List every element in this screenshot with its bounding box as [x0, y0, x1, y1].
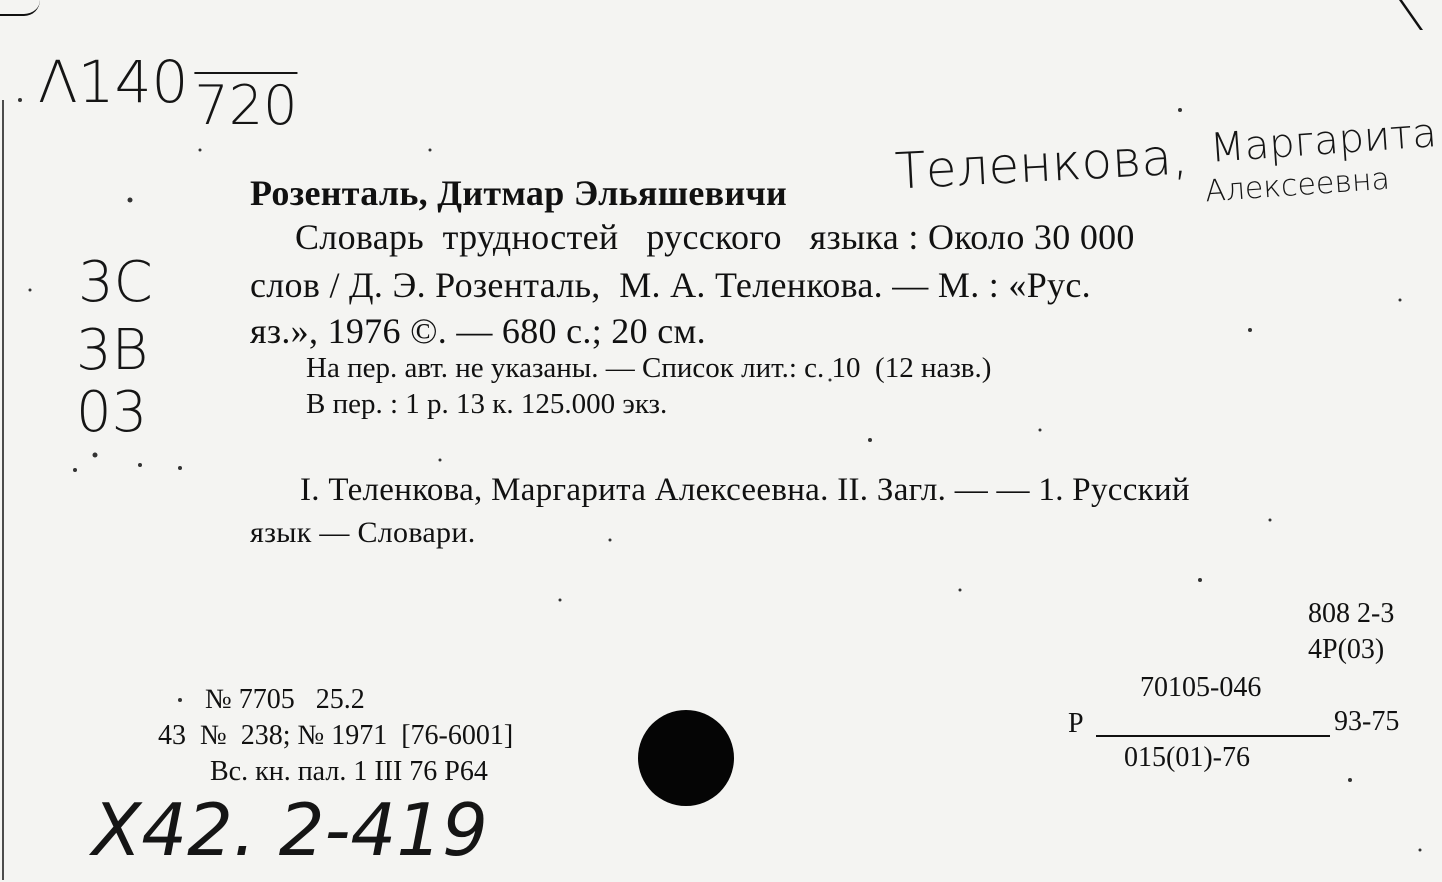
- tracing-line-2: язык — Словари.: [250, 516, 476, 549]
- handwritten-call-number: Х42. 2-419: [92, 788, 488, 872]
- registry-line-3: Вс. кн. пал. 1 III 76 Р64: [210, 756, 488, 787]
- code-suffix: 93-75: [1334, 706, 1400, 737]
- registry-line-2: 43 № 238; № 1971 [76-6001]: [158, 720, 514, 751]
- title-line-3: яз.», 1976 ©. — 680 с.; 20 см.: [250, 311, 706, 351]
- margin-code-3: 03: [76, 380, 148, 445]
- note-line-1: На пер. авт. не указаны. — Список лит.: с. 10 (12 назв.): [306, 352, 992, 384]
- registry-line-1: № 7705 25.2: [205, 684, 365, 715]
- code-numerator: 70105-046: [1140, 672, 1262, 703]
- margin-code-1: 3C: [78, 250, 153, 315]
- margin-code-2: 3B: [76, 318, 149, 383]
- tracing-line-1: I. Теленкова, Маргарита Алексеевна. II. Загл. — — 1. Русский: [300, 472, 1190, 508]
- fraction-rule: [1096, 735, 1330, 737]
- handwritten-coauthor-patronymic: Алексеевна: [1204, 161, 1391, 210]
- author-heading: Розенталь, Дитмар Эльяшевичи: [250, 173, 788, 213]
- code-denominator: 015(01)-76: [1124, 742, 1250, 773]
- handwritten-coauthor-given: Маргарита: [1208, 110, 1439, 172]
- udc-code-1: 808 2-3: [1308, 598, 1395, 629]
- title-line-1: Словарь трудностей русского языка : Около 30 000: [295, 217, 1135, 257]
- udc-code-2: 4Р(03): [1308, 634, 1385, 665]
- code-prefix: Р: [1068, 708, 1084, 739]
- shelfmark-number: Λ140: [38, 48, 189, 116]
- handwritten-shelfmark: [38, 48, 297, 137]
- punch-hole: [638, 710, 734, 806]
- title-line-2: слов / Д. Э. Розенталь, М. А. Теленкова. — М. : «Рус.: [250, 265, 1091, 305]
- handwritten-coauthor-surname: Теленкова,: [893, 127, 1190, 201]
- note-line-2: В пер. : 1 р. 13 к. 125.000 экз.: [306, 388, 668, 420]
- shelfmark-fraction: 720: [194, 74, 298, 137]
